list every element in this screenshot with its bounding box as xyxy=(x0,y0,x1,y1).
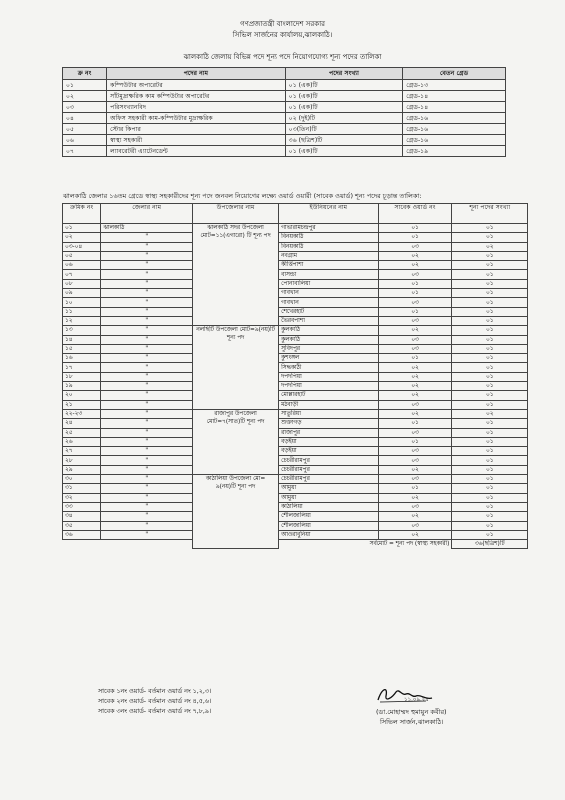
cell-serial: ০৬ xyxy=(63,135,107,146)
cell-union: আমুয়া xyxy=(279,484,378,493)
cell-serial: ৩৬ xyxy=(63,530,101,539)
cell-serial: ০১ xyxy=(63,80,107,91)
cell-union: শৌলজালিয়া xyxy=(279,521,378,530)
cell-old-ward: ০৩ xyxy=(378,335,452,344)
cell-union: বড়ইয়া xyxy=(279,447,378,456)
cell-old-ward: ০১ xyxy=(378,484,452,493)
cell-old-ward: ০৩ xyxy=(378,242,452,251)
table-header-row xyxy=(63,68,506,80)
cell-vacancy-count: ০১ xyxy=(452,354,528,363)
cell-post-name: সাঁটমুদ্রাক্ষরিক কাম কম্পিউটার অপারেটর xyxy=(107,91,286,102)
cell-union: রাজাপুর xyxy=(279,428,378,437)
cell-district: " xyxy=(101,465,193,474)
cell-vacancy-count: ০১ xyxy=(452,289,528,298)
table-row xyxy=(63,316,528,325)
cell-vacancy-count: ০২ xyxy=(452,242,528,251)
cell-district: " xyxy=(101,530,193,539)
table-row xyxy=(63,354,528,363)
cell-vacancy-count: ০১ xyxy=(452,475,528,484)
cell-district: " xyxy=(101,484,193,493)
ward-notes xyxy=(98,687,211,717)
cell-district: " xyxy=(101,372,193,381)
cell-upazila: ঝালকাঠি সদর উপজেলা মোট=১১(এগারো) টি শূন্য পদ xyxy=(192,224,278,326)
cell-serial: ৩২ xyxy=(63,493,101,502)
signatory-name: (ডা.মোহাম্মদ হুমায়ুন কবীর) xyxy=(376,708,447,716)
cell-district: " xyxy=(101,400,193,409)
cell-serial: ১১ xyxy=(63,307,101,316)
cell-vacancy-count: ০২ xyxy=(452,409,528,418)
cell-serial: ২৭ xyxy=(63,447,101,456)
note-line: সাবেক ১নং ওয়ার্ড- বর্তমান ওয়ার্ড নং ১,২,৩। xyxy=(98,688,212,695)
table-row xyxy=(63,475,528,484)
signature-date: ১১.০৯.২৫ xyxy=(404,697,429,703)
cell-union: কুলকাঠি xyxy=(279,335,378,344)
cell-vacancy-count: ০১ xyxy=(452,502,528,511)
cell-serial: ০৭ xyxy=(63,146,107,157)
col-serial: ক্র নং xyxy=(63,68,107,80)
cell-old-ward: ০১ xyxy=(378,233,452,242)
table-row xyxy=(63,135,506,146)
cell-vacancy-count: ০১ xyxy=(452,307,528,316)
table-row xyxy=(63,437,528,446)
cell-union: মঠবাড়ী xyxy=(279,400,378,409)
cell-union: দপদপিয়া xyxy=(279,382,378,391)
cell-vacancy-count: ০১ xyxy=(452,465,528,474)
cell-district: " xyxy=(101,354,193,363)
cell-serial: ০২ xyxy=(63,91,107,102)
cell-serial: ২১ xyxy=(63,400,101,409)
cell-union: শেখেরহাট xyxy=(279,307,378,316)
cell-vacancy-count: ০১ xyxy=(452,279,528,288)
cell-old-ward: ০২ xyxy=(378,261,452,270)
table-row xyxy=(63,289,528,298)
cell-old-ward: ০২ xyxy=(378,372,452,381)
cell-vacancy-count: ০১ xyxy=(452,419,528,428)
cell-district: " xyxy=(101,456,193,465)
cell-old-ward: ০১ xyxy=(378,307,452,316)
table-row xyxy=(63,270,528,279)
cell-union: কীর্ত্তিপাশা xyxy=(279,261,378,270)
cell-serial: ১৪ xyxy=(63,335,101,344)
cell-post-name: অফিস সহকারী কাম-কম্পিউটার মুদ্রাক্ষরিক xyxy=(107,113,286,124)
cell-vacancy-count: ০১ xyxy=(452,224,528,233)
cell-serial: ১০ xyxy=(63,298,101,307)
cell-district: " xyxy=(101,270,193,279)
cell-post-name: কম্পিউটার অপারেটর xyxy=(107,80,286,91)
table1-title: ঝালকাঠি জেলায় বিভিন্ন পদে শূন্য পদে নিয়োগযোগ্য শূন্য পদের তালিকা xyxy=(183,53,382,61)
cell-serial: ১৯ xyxy=(63,382,101,391)
table-row xyxy=(63,512,528,521)
table-header-row xyxy=(63,204,528,224)
cell-district: " xyxy=(101,502,193,511)
cell-union: দপদপিয়া xyxy=(279,372,378,381)
cell-post-count: ০১ (এক)টি xyxy=(285,80,403,91)
table-row xyxy=(63,484,528,493)
cell-vacancy-count: ০১ xyxy=(452,512,528,521)
cell-old-ward: ০১ xyxy=(378,419,452,428)
cell-serial: ২০ xyxy=(63,391,101,400)
cell-upazila: নলছিটি উপজেলা মোট=৯(নয়)টি শূন্য পদ xyxy=(192,326,278,410)
col-serial: ক্রমিক নং xyxy=(63,204,101,224)
cell-district: " xyxy=(101,521,193,530)
total-label: সর্বমোট = শূন্য পদ (স্বাস্থ্য সহকারী) xyxy=(63,540,452,549)
cell-old-ward: ০২ xyxy=(378,512,452,521)
cell-post-name: পরিসংখ্যানবিদ xyxy=(107,102,286,113)
cell-post-name: স্বাস্থ্য সহকারী xyxy=(107,135,286,146)
cell-serial: ০৩-০৪ xyxy=(63,242,101,251)
table-row xyxy=(63,307,528,316)
table-row xyxy=(63,224,528,233)
cell-vacancy-count: ০১ xyxy=(452,382,528,391)
cell-old-ward: ০২ xyxy=(378,409,452,418)
table-row xyxy=(63,146,506,157)
cell-vacancy-count: ০১ xyxy=(452,233,528,242)
cell-old-ward: ০৩ xyxy=(378,344,452,353)
cell-vacancy-count: ০১ xyxy=(452,363,528,372)
cell-district: " xyxy=(101,391,193,400)
table-row xyxy=(63,326,528,335)
cell-old-ward: ০৩ xyxy=(378,447,452,456)
cell-post-count: ৩৬ (ছত্রিশ)টি xyxy=(285,135,403,146)
cell-district: " xyxy=(101,363,193,372)
govt-header: গণপ্রজাতন্ত্রী বাংলাদেশ সরকার xyxy=(240,20,325,28)
cell-union: সিদ্ধকাঠী xyxy=(279,363,378,372)
cell-old-ward: ০১ xyxy=(378,437,452,446)
cell-pay-grade: গ্রেড-১৪ xyxy=(403,102,506,113)
cell-union: আওরাবুনিয়া xyxy=(279,530,378,539)
cell-serial: ৩০ xyxy=(63,475,101,484)
cell-upazila: রাজাপুর উপজেলা মোট=৭(সাত)টি শূন্য পদ xyxy=(192,409,278,474)
cell-union: গাবখান xyxy=(279,298,378,307)
table-row xyxy=(63,251,528,260)
table-row xyxy=(63,261,528,270)
cell-union: গাভারামচন্দ্রপুর xyxy=(279,224,378,233)
col-union: ইউনিয়নের নাম xyxy=(279,204,378,224)
cell-serial: ৩৪ xyxy=(63,512,101,521)
cell-old-ward: ০২ xyxy=(378,326,452,335)
table-row xyxy=(63,502,528,511)
cell-union: কাঠালিয়া xyxy=(279,502,378,511)
cell-serial: ২৯ xyxy=(63,465,101,474)
cell-vacancy-count: ০১ xyxy=(452,391,528,400)
col-post-count: পদের সংখ্যা xyxy=(285,68,403,80)
col-pay-grade: বেতন গ্রেড xyxy=(403,68,506,80)
cell-district: " xyxy=(101,233,193,242)
cell-vacancy-count: ০১ xyxy=(452,493,528,502)
table-row xyxy=(63,372,528,381)
cell-old-ward: ০১ xyxy=(378,289,452,298)
cell-district: " xyxy=(101,382,193,391)
cell-vacancy-count: ০১ xyxy=(452,261,528,270)
table-row xyxy=(63,465,528,474)
table-row xyxy=(63,428,528,437)
table-row xyxy=(63,80,506,91)
total-value: ৩৬(ছত্রিশ)টি xyxy=(452,540,528,549)
cell-serial: ১৩ xyxy=(63,326,101,335)
cell-serial: ২৮ xyxy=(63,456,101,465)
office-header: সিভিল সার্জনের কার্যালয়,ঝালকাঠি। xyxy=(232,31,333,39)
cell-district: " xyxy=(101,298,193,307)
cell-vacancy-count: ০১ xyxy=(452,316,528,325)
cell-serial: ০৯ xyxy=(63,289,101,298)
cell-serial: ২৬ xyxy=(63,437,101,446)
cell-vacancy-count: ০১ xyxy=(452,447,528,456)
note-line: সাবেক ৩নং ওয়ার্ড- বর্তমান ওয়ার্ড নং ৭,৮,৯। xyxy=(98,708,212,715)
cell-district: " xyxy=(101,447,193,456)
table-row xyxy=(63,391,528,400)
cell-vacancy-count: ০১ xyxy=(452,326,528,335)
cell-union: বিনয়কাঠি xyxy=(279,233,378,242)
cell-district: " xyxy=(101,307,193,316)
cell-union: শৌলজালিয়া xyxy=(279,512,378,521)
cell-old-ward: ০৩ xyxy=(378,316,452,325)
table-row xyxy=(63,113,506,124)
cell-serial: ০১ xyxy=(63,224,101,233)
table-row xyxy=(63,493,528,502)
cell-union: কুশংঙ্গল xyxy=(279,354,378,363)
cell-district: ঝালকাঠি xyxy=(101,224,193,233)
cell-union: শুক্তাগড় xyxy=(279,419,378,428)
cell-post-name: স্টোর কিপার xyxy=(107,124,286,135)
cell-serial: ১৫ xyxy=(63,344,101,353)
cell-serial: ১২ xyxy=(63,316,101,325)
cell-district: " xyxy=(101,289,193,298)
cell-serial: ২২-২৩ xyxy=(63,409,101,418)
table-row xyxy=(63,233,528,242)
table-row xyxy=(63,298,528,307)
cell-old-ward: ০২ xyxy=(378,530,452,539)
cell-vacancy-count: ০১ xyxy=(452,437,528,446)
cell-district: " xyxy=(101,409,193,418)
cell-district: " xyxy=(101,493,193,502)
cell-district: " xyxy=(101,326,193,335)
cell-union: মোল্লারহাট xyxy=(279,391,378,400)
cell-vacancy-count: ০১ xyxy=(452,456,528,465)
cell-old-ward: ০২ xyxy=(378,465,452,474)
table-row xyxy=(63,456,528,465)
cell-old-ward: ০১ xyxy=(378,354,452,363)
cell-serial: ১৭ xyxy=(63,363,101,372)
cell-serial: ০৩ xyxy=(63,102,107,113)
cell-old-ward: ০২ xyxy=(378,382,452,391)
signatory-title: সিভিল সার্জন,ঝালকাঠি। xyxy=(380,718,444,726)
cell-vacancy-count: ০১ xyxy=(452,335,528,344)
cell-vacancy-count: ০১ xyxy=(452,530,528,539)
cell-post-count: ০১ (এক)টি xyxy=(285,91,403,102)
table-row xyxy=(63,419,528,428)
cell-old-ward: ০৩ xyxy=(378,521,452,530)
cell-union: কুলকাঠি xyxy=(279,326,378,335)
cell-old-ward: ০৩ xyxy=(378,298,452,307)
cell-pay-grade: গ্রেড-১৪ xyxy=(403,91,506,102)
cell-district: " xyxy=(101,242,193,251)
cell-old-ward: ০২ xyxy=(378,391,452,400)
cell-union: আমুয়া xyxy=(279,493,378,502)
cell-old-ward: ০১ xyxy=(378,279,452,288)
table-row xyxy=(63,91,506,102)
cell-union: সুবিদপুর xyxy=(279,344,378,353)
cell-vacancy-count: ০১ xyxy=(452,400,528,409)
cell-union: চেচরীরামপুর xyxy=(279,475,378,484)
cell-union: গাবখান xyxy=(279,289,378,298)
cell-pay-grade: গ্রেড-১৩ xyxy=(403,80,506,91)
table-row xyxy=(63,102,506,113)
ward-vacancy-table xyxy=(62,203,528,549)
cell-old-ward: ০৩ xyxy=(378,502,452,511)
cell-post-count: ০১ (এক)টি xyxy=(285,146,403,157)
cell-union: বড়ইয়া xyxy=(279,437,378,446)
cell-union: চেচরীরামপুর xyxy=(279,456,378,465)
cell-district: " xyxy=(101,512,193,521)
col-post-name: পদের নাম xyxy=(107,68,286,80)
cell-union: নবগ্রাম xyxy=(279,251,378,260)
table-row xyxy=(63,242,528,251)
cell-old-ward: ০২ xyxy=(378,493,452,502)
cell-vacancy-count: ০১ xyxy=(452,298,528,307)
cell-serial: ১৬ xyxy=(63,354,101,363)
cell-serial: ৩৫ xyxy=(63,521,101,530)
table-row xyxy=(63,344,528,353)
cell-post-count: ০৩(তিন)টি xyxy=(285,124,403,135)
cell-old-ward: ০৩ xyxy=(378,428,452,437)
cell-post-count: ০১ (এক)টি xyxy=(285,102,403,113)
cell-district: " xyxy=(101,437,193,446)
cell-district: " xyxy=(101,428,193,437)
cell-serial: ৩১ xyxy=(63,484,101,493)
cell-vacancy-count: ০১ xyxy=(452,270,528,279)
cell-old-ward: ০২ xyxy=(378,363,452,372)
cell-upazila: কাঠালিয়া উপজেলা মো= ৯(নয়)টি শূন্য পদ xyxy=(192,475,278,549)
cell-district: " xyxy=(101,475,193,484)
cell-union: চেচরীরামপুর xyxy=(279,465,378,474)
cell-district: " xyxy=(101,344,193,353)
table-row xyxy=(63,363,528,372)
cell-vacancy-count: ০১ xyxy=(452,484,528,493)
cell-old-ward: ০২ xyxy=(378,251,452,260)
cell-serial: ০৮ xyxy=(63,279,101,288)
table-row xyxy=(63,124,506,135)
cell-serial: ০৫ xyxy=(63,124,107,135)
note-line: সাবেক ২নং ওয়ার্ড- বর্তমান ওয়ার্ড নং ৪,৫,৬। xyxy=(98,698,212,705)
table-row xyxy=(63,400,528,409)
table-row xyxy=(63,335,528,344)
table-row xyxy=(63,521,528,530)
cell-old-ward: ০১ xyxy=(378,224,452,233)
col-vacancy-count: শূন্য পদের সংখ্যা xyxy=(452,204,528,224)
table-row xyxy=(63,530,528,539)
cell-old-ward: ০৩ xyxy=(378,270,452,279)
cell-serial: ০৫ xyxy=(63,251,101,260)
table2-title: ঝালকাঠি জেলার ১৬তম গ্রেডে স্বাস্থ্য সহকারীদের শূন্য পদে জনবল নিয়োগের লক্ষ্যে ওয়ার্ড ওয়ারী (সাবেক ওয়ার্ড) শূন্য পদের চূড়ান্ত তালিকা: xyxy=(63,192,422,200)
cell-vacancy-count: ০১ xyxy=(452,521,528,530)
cell-post-count: ০২ (দুই)টি xyxy=(285,113,403,124)
cell-union: পোনাবালিয়া xyxy=(279,279,378,288)
col-district: জেলার নাম xyxy=(101,204,193,224)
cell-district: " xyxy=(101,316,193,325)
cell-district: " xyxy=(101,251,193,260)
cell-serial: ১৮ xyxy=(63,372,101,381)
cell-serial: ০২ xyxy=(63,233,101,242)
cell-union: বাসন্ডা xyxy=(279,270,378,279)
cell-vacancy-count: ০১ xyxy=(452,428,528,437)
cell-pay-grade: গ্রেড-১৯ xyxy=(403,146,506,157)
cell-pay-grade: গ্রেড-১৬ xyxy=(403,113,506,124)
cell-district: " xyxy=(101,261,193,270)
cell-old-ward: ০৩ xyxy=(378,400,452,409)
cell-union: বিনয়কাঠি xyxy=(279,242,378,251)
total-row xyxy=(63,540,528,549)
cell-serial: ২৪ xyxy=(63,419,101,428)
cell-union: ভৈরবপাশা xyxy=(279,316,378,325)
table-row xyxy=(63,409,528,418)
cell-old-ward: ০৩ xyxy=(378,456,452,465)
cell-district: " xyxy=(101,279,193,288)
cell-district: " xyxy=(101,335,193,344)
table-row xyxy=(63,447,528,456)
cell-pay-grade: গ্রেড-১৬ xyxy=(403,124,506,135)
cell-vacancy-count: ০১ xyxy=(452,344,528,353)
table-row xyxy=(63,279,528,288)
cell-serial: ০৬ xyxy=(63,261,101,270)
cell-old-ward: ০৩ xyxy=(378,475,452,484)
cell-vacancy-count: ০১ xyxy=(452,251,528,260)
cell-serial: ২৫ xyxy=(63,428,101,437)
cell-serial: ০৪ xyxy=(63,113,107,124)
cell-district: " xyxy=(101,419,193,428)
vacancy-summary-table xyxy=(62,67,506,157)
table-row xyxy=(63,382,528,391)
cell-vacancy-count: ০১ xyxy=(452,372,528,381)
col-old-ward: সাবেক ওয়ার্ড নং xyxy=(378,204,452,224)
cell-pay-grade: গ্রেড-১৬ xyxy=(403,135,506,146)
cell-post-name: ল্যাবরেটরী এ্যাটেনডেন্ট xyxy=(107,146,286,157)
cell-union: সাতুরিয়া xyxy=(279,409,378,418)
cell-serial: ০৭ xyxy=(63,270,101,279)
col-upazila: উপজেলার নাম xyxy=(192,204,278,224)
cell-serial: ৩৩ xyxy=(63,502,101,511)
